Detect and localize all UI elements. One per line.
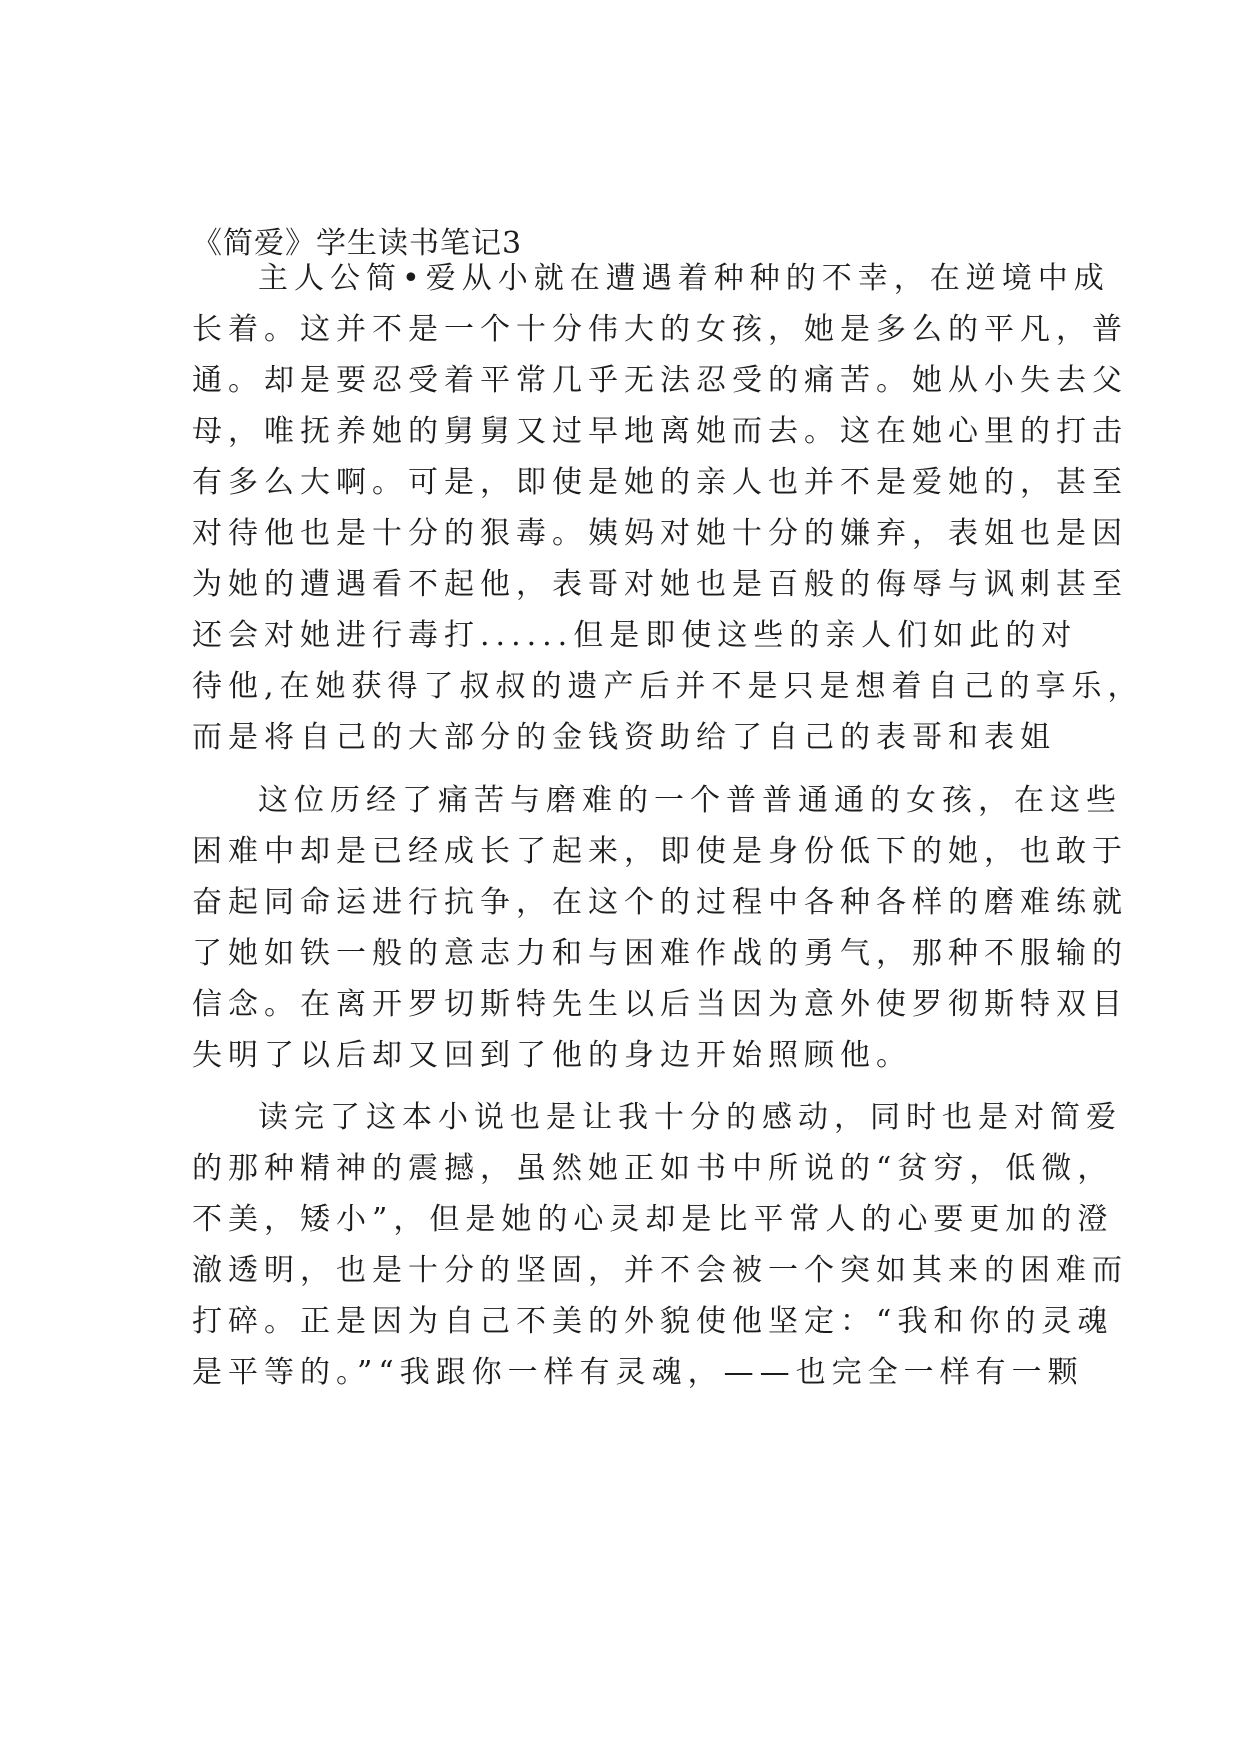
paragraph-2-line-3: 奋起同命运进行抗争，在这个的过程中各种各样的磨难练就 bbox=[192, 885, 1128, 920]
document-title: 《简爱》学生读书笔记3 bbox=[192, 226, 523, 261]
paragraph-2-line-6: 失明了以后却又回到了他的身边开始照顾他。 bbox=[192, 1038, 912, 1073]
paragraph-1-line-6: 对待他也是十分的狠毒。姨妈对她十分的嫌弃，表姐也是因 bbox=[192, 516, 1128, 551]
paragraph-2-line-1: 这位历经了痛苦与磨难的一个普普通通的女孩，在这些 bbox=[258, 783, 1122, 818]
paragraph-1-line-3: 通。却是要忍受着平常几乎无法忍受的痛苦。她从小失去父 bbox=[192, 363, 1128, 398]
paragraph-2-line-5: 信念。在离开罗切斯特先生以后当因为意外使罗彻斯特双目 bbox=[192, 987, 1128, 1022]
paragraph-1-line-2: 长着。这并不是一个十分伟大的女孩，她是多么的平凡，普 bbox=[192, 312, 1128, 347]
paragraph-3-line-1: 读完了这本小说也是让我十分的感动，同时也是对简爱 bbox=[258, 1100, 1122, 1135]
paragraph-3-line-3: 不美，矮小”，但是她的心灵却是比平常人的心要更加的澄 bbox=[192, 1202, 1114, 1237]
paragraph-3-line-5: 打碎。正是因为自己不美的外貌使他坚定：“我和你的灵魂 bbox=[192, 1304, 1114, 1339]
paragraph-2-line-2: 困难中却是已经成长了起来，即使是身份低下的她，也敢于 bbox=[192, 834, 1128, 869]
paragraph-1-line-10: 而是将自己的大部分的金钱资助给了自己的表哥和表姐 bbox=[192, 720, 1056, 755]
paragraph-1-line-9: 待他,在她获得了叔叔的遗产后并不是只是想着自己的享乐， bbox=[192, 669, 1144, 704]
paragraph-1-line-5: 有多么大啊。可是，即使是她的亲人也并不是爱她的，甚至 bbox=[192, 465, 1128, 500]
paragraph-1-line-8: 还会对她进行毒打......但是即使这些的亲人们如此的对 bbox=[192, 618, 1078, 653]
paragraph-1-line-1: 主人公简•爱从小就在遭遇着种种的不幸，在逆境中成 bbox=[258, 261, 1110, 296]
paragraph-3-line-2: 的那种精神的震撼，虽然她正如书中所说的“贫穷，低微， bbox=[192, 1151, 1114, 1186]
paragraph-3-line-6: 是平等的。”“我跟你一样有灵魂，——也完全一样有一颗 bbox=[192, 1355, 1084, 1390]
paragraph-2-line-4: 了她如铁一般的意志力和与困难作战的勇气，那种不服输的 bbox=[192, 936, 1128, 971]
paragraph-1-line-7: 为她的遭遇看不起他，表哥对她也是百般的侮辱与讽刺甚至 bbox=[192, 567, 1128, 602]
paragraph-1-line-4: 母，唯抚养她的舅舅又过早地离她而去。这在她心里的打击 bbox=[192, 414, 1128, 449]
paragraph-3-line-4: 澈透明，也是十分的坚固，并不会被一个突如其来的困难而 bbox=[192, 1253, 1128, 1288]
